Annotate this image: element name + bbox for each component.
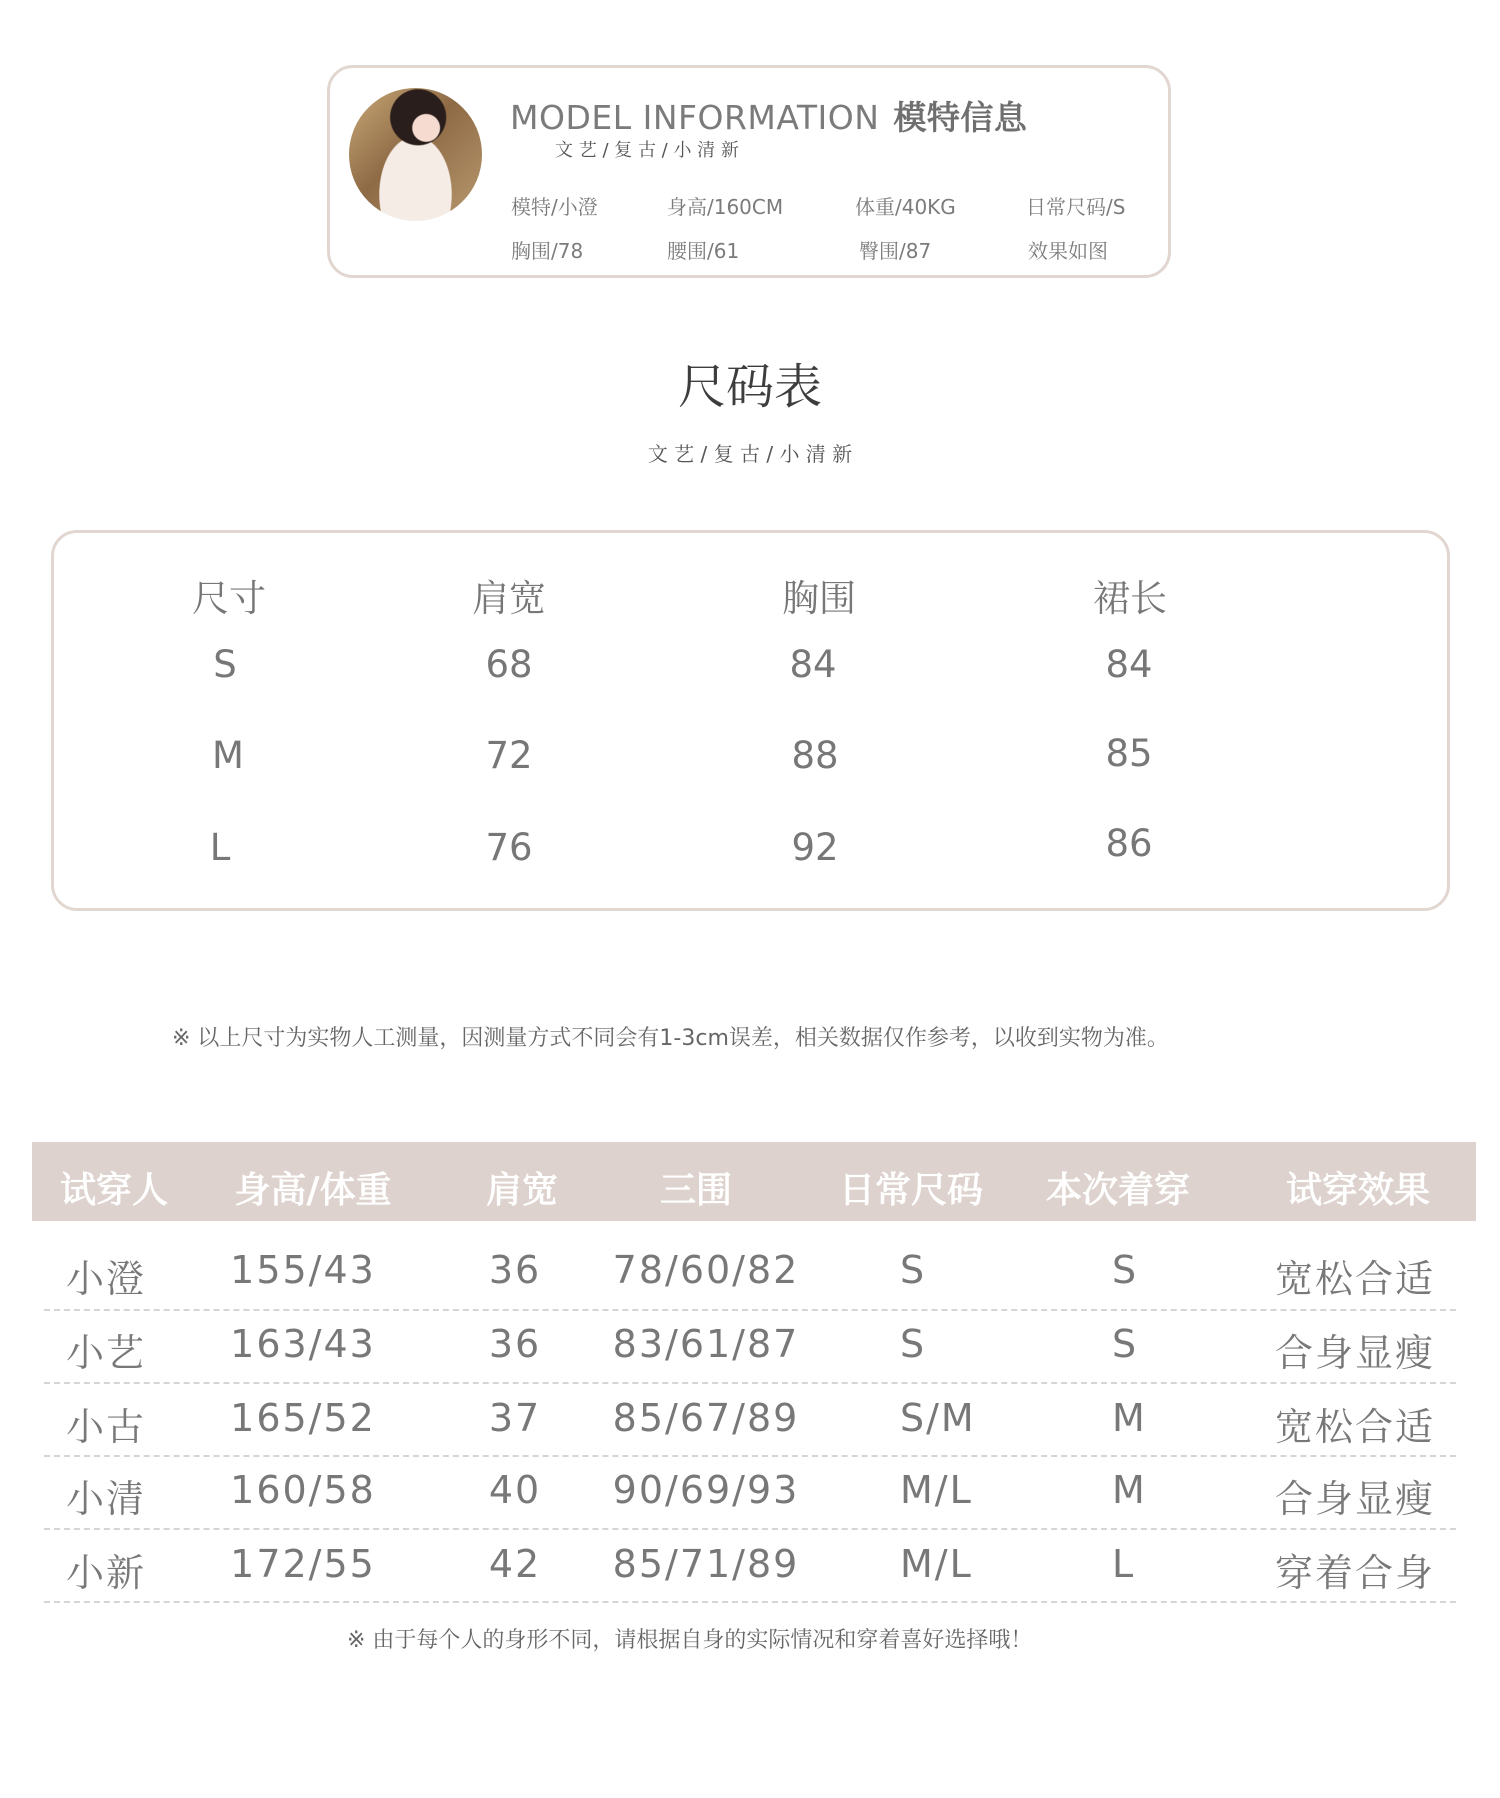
tryon-cell: 合身显瘦 [1274, 1477, 1436, 1521]
size-cell: 84 [789, 643, 837, 686]
tryon-cell: S [1112, 1322, 1139, 1366]
tryon-cell: 小新 [65, 1551, 147, 1595]
tryon-cell: 小艺 [65, 1331, 147, 1375]
tryon-row-divider [44, 1382, 1456, 1384]
tryon-cell: L [1112, 1542, 1136, 1586]
size-cell: 76 [485, 826, 533, 869]
size-cell: 85 [1105, 732, 1153, 775]
tryon-cell: 宽松合适 [1274, 1257, 1436, 1301]
tryon-cell: 36 [488, 1322, 542, 1366]
size-cell: S [213, 643, 237, 686]
tryon-cell: 85/67/89 [612, 1396, 800, 1440]
tryon-header-height-weight: 身高/体重 [234, 1170, 392, 1211]
tryon-note: ※ 由于每个人的身形不同，请根据自身的实际情况和穿着喜好选择哦！ [347, 1628, 1033, 1653]
tryon-cell: 小古 [65, 1405, 147, 1449]
stat-weight: 体重/40KG [855, 195, 956, 219]
tryon-cell: M [1112, 1468, 1147, 1512]
tryon-row-divider [44, 1455, 1456, 1457]
tryon-cell: M [1112, 1396, 1147, 1440]
tryon-row-divider [44, 1528, 1456, 1530]
tryon-cell: 42 [488, 1542, 542, 1586]
size-cell: L [209, 826, 231, 869]
tryon-cell: 155/43 [230, 1248, 376, 1292]
model-avatar [349, 88, 482, 221]
tryon-cell: S [1112, 1248, 1139, 1292]
tryon-cell: 160/58 [230, 1468, 376, 1512]
stat-usual-size: 日常尺码/S [1026, 195, 1126, 219]
model-info-title [510, 92, 1027, 139]
tryon-cell: 78/60/82 [612, 1248, 800, 1292]
tryon-cell: 宽松合适 [1274, 1405, 1436, 1449]
tryon-cell: 40 [488, 1468, 542, 1512]
tryon-header-shoulder: 肩宽 [485, 1170, 559, 1211]
tryon-cell: 小清 [65, 1477, 147, 1521]
stat-bust: 胸围/78 [511, 239, 584, 263]
size-cell: M [212, 734, 244, 777]
tryon-header-effect: 试穿效果 [1285, 1170, 1431, 1211]
model-tagline: 文 艺 / 复 古 / 小 清 新 [555, 140, 739, 161]
tryon-cell: S/M [900, 1396, 976, 1440]
stat-model: 模特/小澄 [511, 195, 598, 219]
tryon-cell: 36 [488, 1248, 542, 1292]
tryon-row-divider [44, 1309, 1456, 1311]
tryon-cell: 合身显瘦 [1274, 1331, 1436, 1375]
size-cell: 68 [485, 643, 533, 686]
stat-hip: 臀围/87 [859, 239, 932, 263]
model-info-title-en: MODEL INFORMATION [510, 98, 880, 137]
size-cell: 72 [485, 734, 533, 777]
tryon-cell: 小澄 [65, 1257, 147, 1301]
tryon-cell: 165/52 [230, 1396, 376, 1440]
tryon-cell: S [900, 1248, 927, 1292]
tryon-cell: 163/43 [230, 1322, 376, 1366]
tryon-cell: 85/71/89 [612, 1542, 800, 1586]
tryon-header-usual-size: 日常尺码 [838, 1170, 984, 1211]
tryon-header-worn-size: 本次着穿 [1045, 1170, 1191, 1211]
size-cell: 88 [791, 734, 839, 777]
tryon-cell: 37 [488, 1396, 542, 1440]
size-cell: 84 [1105, 643, 1153, 686]
tryon-cell: M/L [900, 1542, 973, 1586]
size-header-shoulder: 肩宽 [472, 577, 546, 620]
stat-height: 身高/160CM [667, 195, 784, 219]
stat-effect: 效果如图 [1028, 239, 1108, 263]
tryon-header-measurements: 三围 [659, 1170, 733, 1211]
tryon-cell: 90/69/93 [612, 1468, 800, 1512]
model-info-title-cn: 模特信息 [893, 98, 1028, 137]
tryon-cell: S [900, 1322, 927, 1366]
size-chart-title: 尺码表 [677, 359, 822, 415]
size-cell: 86 [1105, 822, 1153, 865]
size-header-bust: 胸围 [782, 577, 856, 620]
tryon-cell: 穿着合身 [1274, 1551, 1436, 1595]
size-cell: 92 [791, 826, 839, 869]
size-header-length: 裙长 [1093, 577, 1167, 620]
tryon-row-divider [44, 1601, 1456, 1603]
tryon-cell: 172/55 [230, 1542, 376, 1586]
tryon-cell: M/L [900, 1468, 973, 1512]
size-header-size: 尺寸 [192, 577, 266, 620]
tryon-header-person: 试穿人 [59, 1170, 169, 1211]
size-chart-tagline: 文 艺 / 复 古 / 小 清 新 [647, 442, 853, 466]
stat-waist: 腰围/61 [667, 239, 740, 263]
measure-note: ※ 以上尺寸为实物人工测量，因测量方式不同会有1-3cm误差，相关数据仅作参考，以收到实物为准。 [172, 1026, 1169, 1051]
tryon-cell: 83/61/87 [612, 1322, 800, 1366]
